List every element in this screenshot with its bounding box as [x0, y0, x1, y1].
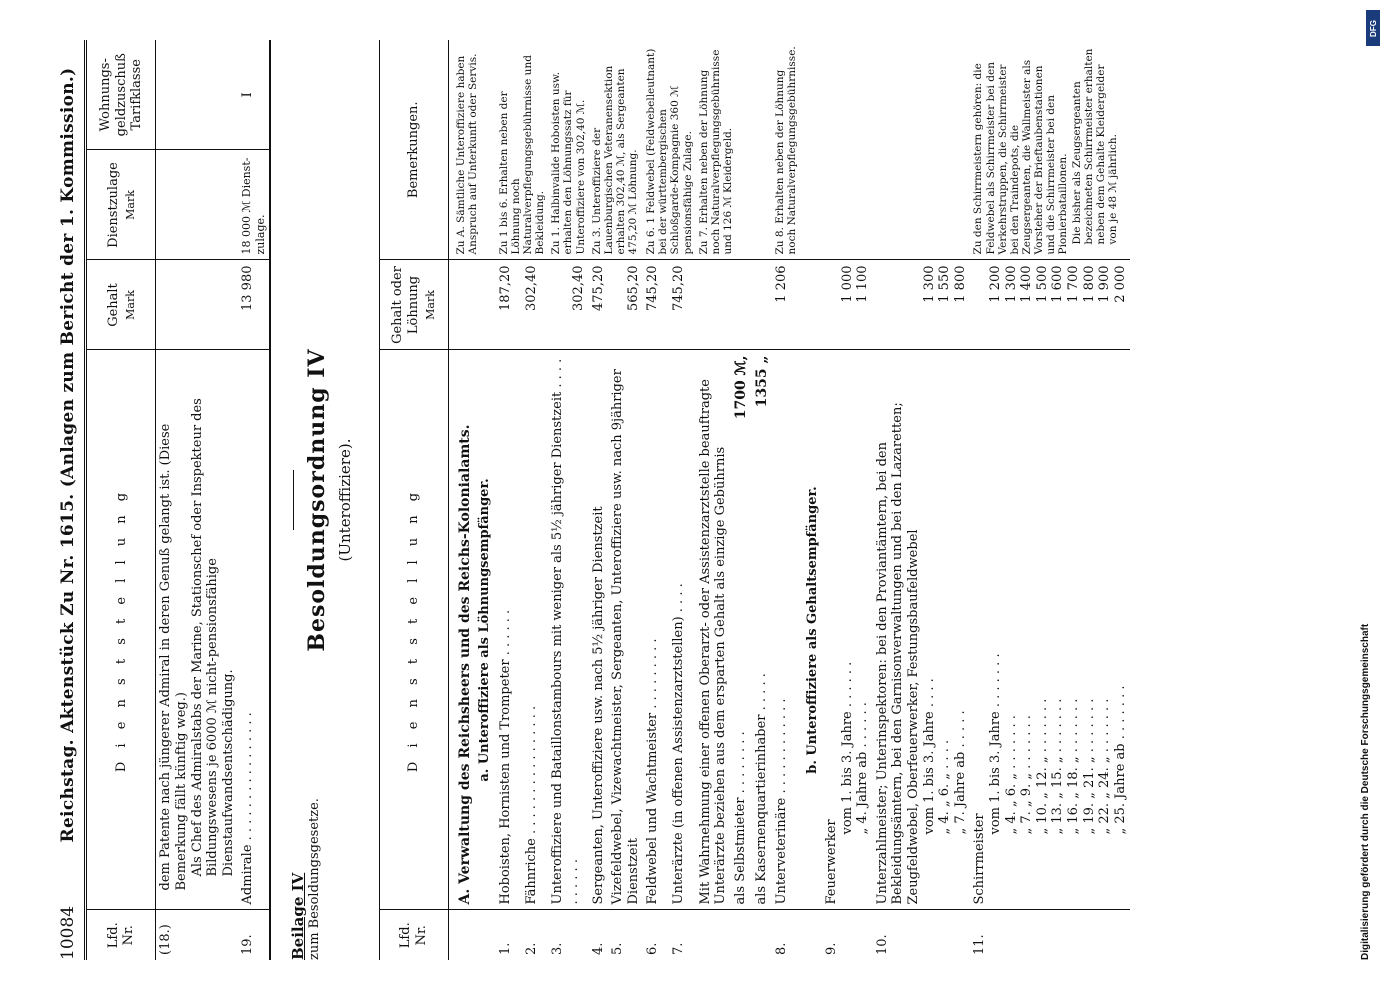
row-value: 1 800 — [1081, 265, 1097, 303]
row-line: „ 7. „ 9. „ . . . . . . . — [1019, 715, 1035, 835]
row-line: „ 19. „ 21. „ . . . . . . . — [1081, 698, 1097, 835]
divider — [293, 470, 294, 530]
row-value: 1700 ℳ, — [732, 355, 749, 420]
remark: Zu 6. 1 Feldwebel (Feldwebelleutnant) bei der württembergischen Schloßgarde-Kompagnie 360 ℳ pensionsfähige Zulage. — [643, 40, 695, 260]
page-title: Reichstag. Aktenstück Zu Nr. 1615. (Anlagen zum Bericht der 1. Kommission.) — [58, 67, 78, 843]
beilage-sub: zum Besoldungsgesetze. — [306, 798, 322, 960]
row-zulage: 18 000 ℳ Dienst-zulage. — [238, 150, 269, 260]
col-header-nr: Lfd. Nr. — [87, 910, 156, 960]
row-line: „ 4. „ 6. „ . . . . — [937, 739, 953, 835]
salary-table-admirals — [87, 40, 270, 960]
row-text: Feldwebel und Wachtmeister . . . . . . . . . — [643, 350, 669, 910]
row-nr: 6. — [645, 942, 661, 955]
row-line: „ 16. „ 18. „ . . . . . . . — [1066, 698, 1081, 835]
row-value: 302,40 — [548, 260, 588, 350]
row-line: „ 4. Jahre ab . . . . . . — [855, 702, 871, 835]
table-row — [589, 40, 609, 960]
sub-b-title: b. Unteroffiziere als Gehaltsempfänger. — [801, 350, 823, 910]
row-value: 1 600 — [1050, 265, 1066, 303]
row-nr: 5. — [610, 942, 626, 955]
row-value: 1 100 — [855, 265, 871, 303]
col-header-position: D i e n s t s t e l l u n g — [87, 350, 156, 910]
row-nr: 7. — [671, 942, 687, 955]
page-number: 10084 — [58, 905, 78, 960]
col-header-gehalt: Gehalt Mark — [87, 260, 156, 350]
row-text: Hoboisten, Hornisten und Trompeter . . . . . . — [496, 350, 522, 910]
dfg-logo: DFG — [1366, 10, 1380, 46]
row-nr: 3. — [550, 942, 566, 955]
col-header-bemerkungen: Bemerkungen. — [379, 40, 448, 260]
section-a-title: A. Verwaltung des Reichsheers und des Reichs-Kolonialamts. — [456, 424, 473, 905]
row-nr: 8. — [774, 942, 790, 955]
beilage-heading — [271, 40, 379, 960]
row-value: 1 000 — [839, 265, 855, 303]
row-text: Unteroffiziere und Bataillonstambours mit weniger als 5½ jähriger Dienstzeit . . . . . . . . . . — [548, 350, 588, 910]
row-line: „ 22. „ 24. „ . . . . . . . — [1097, 698, 1113, 835]
row-text: Vizefeldwebel, Vizewachtmeister, Sergeanten, Unteroffiziere usw. nach 9jähriger Dienstzeit — [608, 350, 643, 910]
row-text: dem Patente nach jüngerer Admiral in deren Genuß gelangt ist. (Diese Bemerkung fällt künftig weg.) — [158, 423, 189, 891]
credit-text: Digitalisierung gefördert durch die Deutsche Forschungsgemeinschaft — [1360, 623, 1371, 960]
remark: Zu 8. Erhalten neben der Löhnung noch Naturalverpflegungsgebührnisse. — [772, 40, 800, 260]
row-text: Fähnriche . . . . . . . . . . . . . . . . — [522, 350, 548, 910]
row-line: vom 1. bis 3. Jahre . . . . . . . — [988, 653, 1004, 835]
row-nr: 11. — [972, 934, 988, 955]
row-value: 475,20 — [589, 260, 609, 350]
row-value: 1 400 — [1019, 265, 1035, 303]
col-header-zulage: Dienstzulage Mark — [87, 150, 156, 260]
digitization-credit — [1360, 10, 1380, 990]
table-row — [970, 40, 1130, 960]
row-line: „ 4. „ 6. „ . . . . . . . — [1003, 715, 1019, 835]
remark: Zu A. Sämtliche Unteroffiziere haben Anspruch auf Unterkunft oder Servis. — [448, 40, 496, 260]
row-value: 1 206 — [772, 260, 800, 350]
row-text: Schirrmeister — [972, 813, 988, 905]
col-header-position: D i e n s t s t e l l u n g — [379, 350, 448, 910]
row-value: 1 700 — [1066, 265, 1081, 303]
row-value: 2 000 — [1112, 265, 1128, 303]
remark: Zu den Schirrmeistern gehören: die Feldwebel als Schirrmeister bei den Verkehrstruppen, die Schirrmeister bei den Traindepots, die Zeugsergeanten, die Wallmeister als Vorsteher der Brieftaubenstationen und die Schirrmeister bei den Pionierbataillonen. — [972, 59, 1069, 255]
row-value: 1 900 — [1097, 265, 1113, 303]
table-row — [643, 40, 669, 960]
sub-a-title: a. Unteroffiziere als Löhnungsempfänger. — [476, 478, 492, 782]
row-text: Feuerwerker — [824, 819, 840, 905]
row-value: 1 300 — [921, 265, 937, 303]
table-row — [548, 40, 588, 960]
row-nr: 2. — [524, 942, 540, 955]
row-value: 565,20 — [608, 260, 643, 350]
salary-table-unteroffiziere — [379, 40, 1131, 960]
table-row — [772, 40, 800, 960]
row-text: Unterärzte (in offenen Assistenzarztstellen) . . . . — [669, 350, 695, 910]
row-value: 302,40 — [522, 260, 548, 350]
row-line: „ 10. „ 12. „ . . . . . . . — [1034, 698, 1050, 835]
row-value: 1 500 — [1034, 265, 1050, 303]
row-text: Sergeanten, Unteroffiziere usw. nach 5½ jähriger Dienstzeit — [589, 350, 609, 910]
row-nr: 9. — [824, 942, 840, 955]
row-text: Admirale . . . . . . . . . . . . . . . . — [238, 350, 269, 910]
row-text: als Selbstmieter . . . . . . . . — [732, 731, 748, 905]
row-text: Unterzahlmeister; Unterinspektoren: bei den Proviantämtern, bei den Bekleidungsämtern, bei den Garnisonverwaltungen und bei den Lazaretten; Zeugfeldwebel, Oberfeuerwerker, Festungsbaufeldwebel — [874, 402, 922, 905]
row-value: 1 550 — [937, 265, 953, 303]
row-gehalt: 13 980 — [238, 260, 269, 350]
table-row — [156, 40, 238, 960]
row-nr: (18.) — [158, 924, 174, 955]
table-row — [822, 40, 873, 960]
remark: Zu 7. Erhalten neben der Löhnung noch Naturalverpflegungsgebührnisse und 126 ℳ Kleidergeld. — [696, 40, 773, 260]
row-value: 187,20 — [496, 260, 522, 350]
row-value: 745,20 — [669, 260, 695, 350]
row-text: Als Chef des Admiralstabs der Marine, Stationschef oder Inspekteur des Bildungswesens je 6000 ℳ nicht-pensionsfähige Dienstaufwandsentschädigung. — [189, 398, 236, 877]
row-text: Mit Wahrnehmung einer offenen Oberarzt- oder Assistenzarztstelle beauftragte Unterärzte beziehen aus dem ersparten Gehalt als einzige Gebührnis — [696, 350, 731, 910]
table-row — [873, 40, 971, 960]
page-header — [58, 40, 87, 960]
beilage-title: Besoldungsordnung IV — [303, 348, 330, 652]
row-klasse: I — [238, 40, 269, 150]
remark: Zu 1 bis 6. Erhalten neben der Löhnung noch Naturalverpflegungsgebührnisse und Bekleidung. — [496, 40, 548, 260]
table-row — [696, 40, 731, 960]
row-value: 1 300 — [1003, 265, 1019, 303]
col-header-nr: Lfd. Nr. — [379, 910, 448, 960]
row-text: als Kasernenquartierinhaber . . . . . — [753, 673, 769, 905]
row-value: 1355 „ — [753, 355, 770, 408]
row-nr: 19. — [240, 934, 256, 955]
row-nr: 1. — [498, 942, 514, 955]
row-line: vom 1. bis 3. Jahre . . . . . . — [839, 661, 855, 835]
col-header-klasse: Wohnungs-geldzuschuß Tarifklasse — [87, 40, 156, 150]
row-value: 745,20 — [643, 260, 669, 350]
row-line: „ 7. Jahre ab . . . . . — [952, 710, 968, 835]
remark: Die bisher als Zeugsergeanten bezeichneten Schirrmeister erhalten neben dem Gehalte Kleidergelder von je 48 ℳ jährlich. — [1070, 48, 1120, 245]
row-line: „ 25. Jahre ab . . . . . . . — [1112, 685, 1128, 835]
row-value: 1 200 — [988, 265, 1004, 303]
row-value: 1 800 — [952, 265, 968, 303]
table-row — [496, 40, 522, 960]
row-line: vom 1. bis 3. Jahre . . . . — [921, 678, 937, 835]
remark: Zu 1. Halbinvalide Hoboisten usw. erhalten den Löhnungssatz für Unteroffiziere von 302,40 ℳ. — [548, 40, 588, 260]
beilage-subtitle: (Unteroffiziere). — [336, 438, 355, 562]
row-text: Unterveterinäre . . . . . . . . . . . . — [772, 350, 800, 910]
remark: Zu 3. Unteroffiziere der Lauenburgischen Veteranensektion erhalten 302,40 ℳ, als Sergeanten 475,20 ℳ Löhnung. — [589, 40, 644, 260]
row-nr: 10. — [874, 934, 890, 955]
table-row — [238, 40, 269, 960]
row-nr: 4. — [590, 942, 606, 955]
row-line: „ 13. „ 15. „ . . . . . . . — [1050, 698, 1066, 835]
col-header-gehalt: Gehalt oder Löhnung Mark — [379, 260, 448, 350]
beilage-label: Beilage IV — [288, 872, 307, 960]
